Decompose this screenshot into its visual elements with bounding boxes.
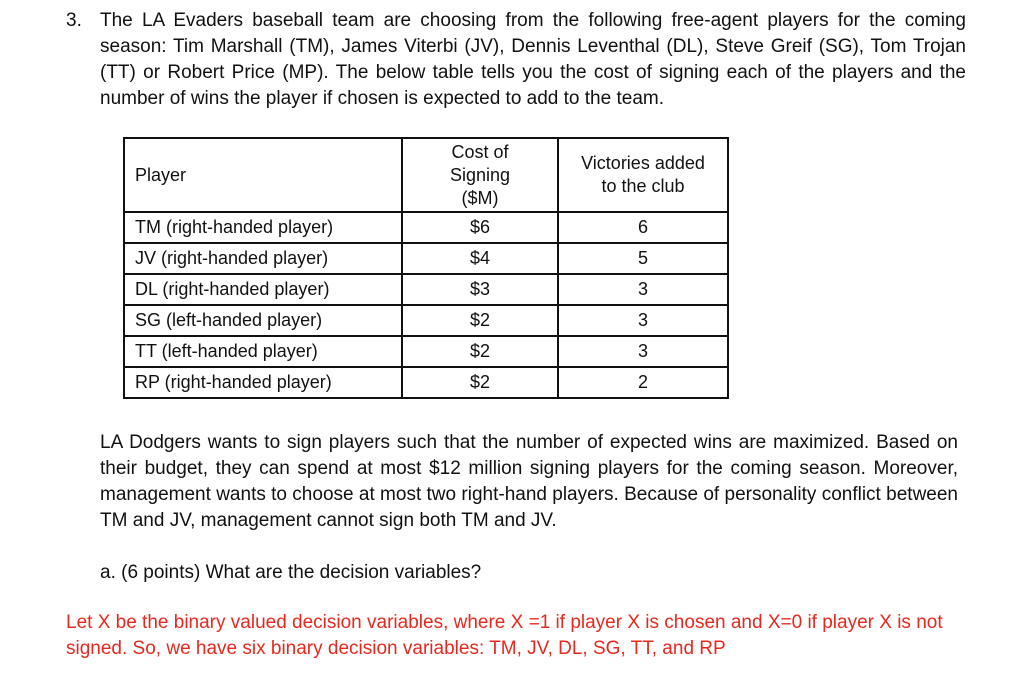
cell-player: TT (left-handed player) <box>124 336 402 367</box>
player-cost-table <box>123 137 729 399</box>
question-text: The LA Evaders baseball team are choosing from the following free-agent players for the coming season: Tim Marshall (TM), James Viterbi (JV), Dennis Leventhal (DL), Steve Greif (SG), Tom Trojan (TT) or Robert Price (MP). The below table tells you the cost of signing each of the players and the number of wins the player if chosen is expected to add to the team. <box>100 10 966 109</box>
header-wins <box>558 138 728 212</box>
cell-player: DL (right-handed player) <box>124 274 402 305</box>
cell-wins: 6 <box>558 212 728 243</box>
table-row <box>124 212 728 243</box>
question-number: 3. <box>66 10 82 31</box>
answer-text: Let X be the binary valued decision variables, where X =1 if player X is chosen and X=0 if player X is not signed. So, we have six binary decision variables: TM, JV, DL, SG, TT, and RP <box>66 612 943 659</box>
question-block <box>66 8 966 112</box>
header-cost-line1: Cost of <box>451 141 509 162</box>
header-wins-line2: to the club <box>601 176 685 196</box>
cell-cost: $2 <box>402 367 558 398</box>
cell-wins: 5 <box>558 243 728 274</box>
cell-cost: $6 <box>402 212 558 243</box>
header-cost <box>402 138 558 212</box>
cell-player: RP (right-handed player) <box>124 367 402 398</box>
table-row <box>124 367 728 398</box>
cell-wins: 2 <box>558 367 728 398</box>
cell-player: SG (left-handed player) <box>124 305 402 336</box>
header-player-label: Player <box>135 164 187 185</box>
table-row <box>124 274 728 305</box>
constraints-paragraph: LA Dodgers wants to sign players such that the number of expected wins are maximized. Based on their budget, they can spend at most $12 million signing players for the coming season. Moreover, management wants to choose at most two right-hand players. Because of personality conflict between TM and JV, management cannot sign both TM and JV. <box>100 432 958 531</box>
cell-cost: $4 <box>402 243 558 274</box>
cell-cost: $2 <box>402 336 558 367</box>
table-row <box>124 336 728 367</box>
cell-wins: 3 <box>558 305 728 336</box>
table-header-row <box>124 138 728 212</box>
header-cost-line2: Signing <box>449 164 511 185</box>
header-player <box>124 138 402 212</box>
cell-cost: $3 <box>402 274 558 305</box>
cell-cost: $2 <box>402 305 558 336</box>
table-row <box>124 243 728 274</box>
cell-player: TM (right-handed player) <box>124 212 402 243</box>
cell-wins: 3 <box>558 274 728 305</box>
header-cost-line3: ($M) <box>461 187 499 208</box>
table-row <box>124 305 728 336</box>
header-wins-line1: Victories added <box>581 153 705 173</box>
part-a-question: a. (6 points) What are the decision variables? <box>100 562 482 583</box>
cell-player: JV (right-handed player) <box>124 243 402 274</box>
cell-wins: 3 <box>558 336 728 367</box>
